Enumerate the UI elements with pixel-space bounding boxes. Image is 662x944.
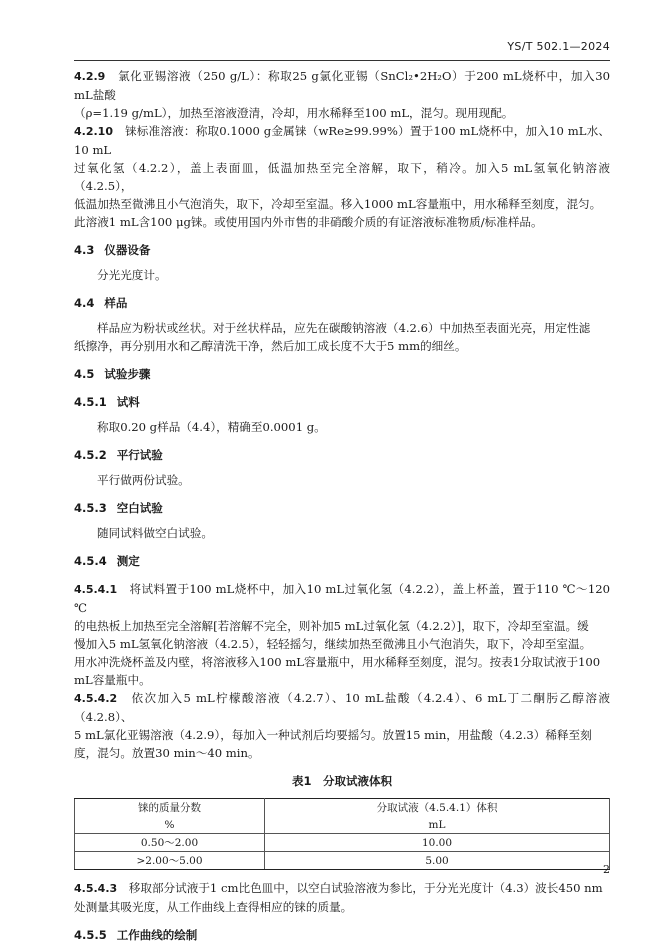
heading-number: 4.5 — [74, 367, 95, 381]
clause-4-2-9 — [74, 67, 610, 122]
table-row — [75, 834, 610, 852]
section-body: 称取0.20 g样品（4.4），精确至0.0001 g。 — [97, 420, 326, 434]
heading-title: 样品 — [104, 296, 128, 310]
table-header-mass-fraction: 铼的质量分数 — [75, 799, 265, 817]
heading-number: 4.4 — [74, 296, 95, 310]
table-unit-ml: mL — [265, 816, 610, 834]
section-heading-4-5-4 — [74, 552, 610, 570]
clause-number: 4.2.9 — [74, 70, 106, 83]
clause-text: 移取部分试液于1 cm比色皿中，以空白试验溶液为参比，于分光光度计（4.3）波长450 nm — [128, 881, 603, 895]
clause-text: 度，混匀。放置30 min～40 min。 — [74, 746, 260, 760]
heading-title: 仪器设备 — [104, 243, 151, 257]
section-body: 随同试料做空白试验。 — [97, 526, 213, 540]
section-heading-4-5 — [74, 365, 610, 383]
page-content — [74, 67, 610, 944]
section-body: 样品应为粉状或丝状。对于丝状样品，应先在碳酸钠溶液（4.2.6）中加热至表面光亮，用定性滤 — [97, 321, 591, 335]
page-number: 2 — [603, 863, 610, 876]
section-heading-4-5-1 — [74, 393, 610, 411]
clause-text: 处测量其吸光度，从工作曲线上查得相应的铼的质量。 — [74, 900, 353, 914]
heading-number: 4.5.2 — [74, 448, 107, 462]
table-cell-volume: 10.00 — [265, 834, 610, 852]
table-header-volume: 分取试液（4.5.4.1）体积 — [265, 799, 610, 817]
standard-code: YS/T 502.1—2024 — [507, 40, 610, 53]
heading-title: 空白试验 — [116, 501, 163, 515]
clause-4-5-4-1 — [74, 580, 610, 689]
heading-title: 测定 — [116, 554, 140, 568]
table-cell-range: 0.50～2.00 — [75, 834, 265, 852]
table-cell-range: >2.00～5.00 — [75, 852, 265, 870]
heading-title: 工作曲线的绘制 — [116, 928, 198, 942]
section-heading-4-3 — [74, 241, 610, 259]
clause-text: 依次加入5 mL柠檬酸溶液（4.2.7）、10 mL盐酸（4.2.4）、6 mL丁二酮肟乙醇溶液（4.2.8）、 — [74, 691, 610, 724]
clause-number: 4.5.4.2 — [74, 692, 118, 705]
section-heading-4-5-2 — [74, 446, 610, 464]
clause-text: 慢加入5 mL氢氧化钠溶液（4.2.5），轻轻摇匀，继续加热至微沸且小气泡消失，取下，冷却至室温。 — [74, 637, 592, 651]
clause-text: 过氧化氢（4.2.2），盖上表面皿，低温加热至完全溶解，取下，稍冷。加入5 mL氢氧化钠溶液（4.2.5）， — [74, 161, 610, 193]
heading-number: 4.5.5 — [74, 928, 107, 942]
heading-number: 4.3 — [74, 243, 95, 257]
clause-text: 5 mL氯化亚锡溶液（4.2.9），每加入一种试剂后均要摇匀。放置15 min，用盐酸（4.2.3）稀释至刻 — [74, 728, 592, 742]
heading-number: 4.5.3 — [74, 501, 107, 515]
header-rule — [74, 60, 610, 61]
heading-number: 4.5.1 — [74, 395, 107, 409]
heading-number: 4.5.4 — [74, 554, 107, 568]
clause-4-2-10 — [74, 122, 610, 231]
clause-text: 氯化亚锡溶液（250 g/L）：称取25 g氯化亚锡（SnCl₂•2H₂O）于200 mL烧杯中，加入30 mL盐酸 — [74, 69, 610, 102]
clause-4-5-4-3 — [74, 879, 610, 916]
section-heading-4-5-5 — [74, 926, 610, 944]
heading-title: 试料 — [116, 395, 140, 409]
clause-text: 用水冲洗烧杯盖及内壁，将溶液移入100 mL容量瓶中，用水稀释至刻度，混匀。按表1分取试液于100 — [74, 655, 601, 669]
section-heading-4-5-3 — [74, 499, 610, 517]
table-title: 表1 分取试液体积 — [291, 774, 392, 788]
clause-number: 4.5.4.3 — [74, 882, 118, 895]
section-body: 平行做两份试验。 — [97, 473, 190, 487]
clause-number: 4.5.4.1 — [74, 583, 118, 596]
heading-title: 平行试验 — [116, 448, 163, 462]
table-cell-volume: 5.00 — [265, 852, 610, 870]
section-body: 纸擦净，再分别用水和乙醇清洗干净，然后加工成长度不大于5 mm的细丝。 — [74, 339, 467, 353]
clause-text: 此溶液1 mL含100 μg铼。或使用国内外市售的非硝酸介质的有证溶液标准物质/标准样品。 — [74, 215, 543, 229]
clause-number: 4.2.10 — [74, 125, 113, 138]
heading-title: 试验步骤 — [104, 367, 151, 381]
clause-4-5-4-2 — [74, 689, 610, 762]
clause-text: 将试料置于100 mL烧杯中，加入10 mL过氧化氢（4.2.2），盖上杯盖，置于110 ℃～120 ℃ — [74, 582, 610, 615]
clause-text: mL容量瓶中。 — [74, 673, 151, 687]
clause-text: （ρ=1.19 g/mL），加热至溶液澄清，冷却，用水稀释至100 mL，混匀。现用现配。 — [74, 106, 514, 120]
table-unit-percent: % — [75, 816, 265, 834]
clause-text: 的电热板上加热至完全溶解[若溶解不完全，则补加5 mL过氧化氢（4.2.2）]，取下，冷却至室温。缓 — [74, 619, 589, 633]
table-row — [75, 852, 610, 870]
clause-text: 铼标准溶液：称取0.1000 g金属铼（wRe≥99.99%）置于100 mL烧杯中，加入10 mL水、10 mL — [74, 124, 610, 157]
section-body: 分光光度计。 — [97, 268, 167, 282]
clause-text: 低温加热至微沸且小气泡消失，取下，冷却至室温。移入1000 mL容量瓶中，用水稀释至刻度，混匀。 — [74, 197, 602, 211]
section-heading-4-4 — [74, 294, 610, 312]
volume-table — [74, 798, 610, 870]
